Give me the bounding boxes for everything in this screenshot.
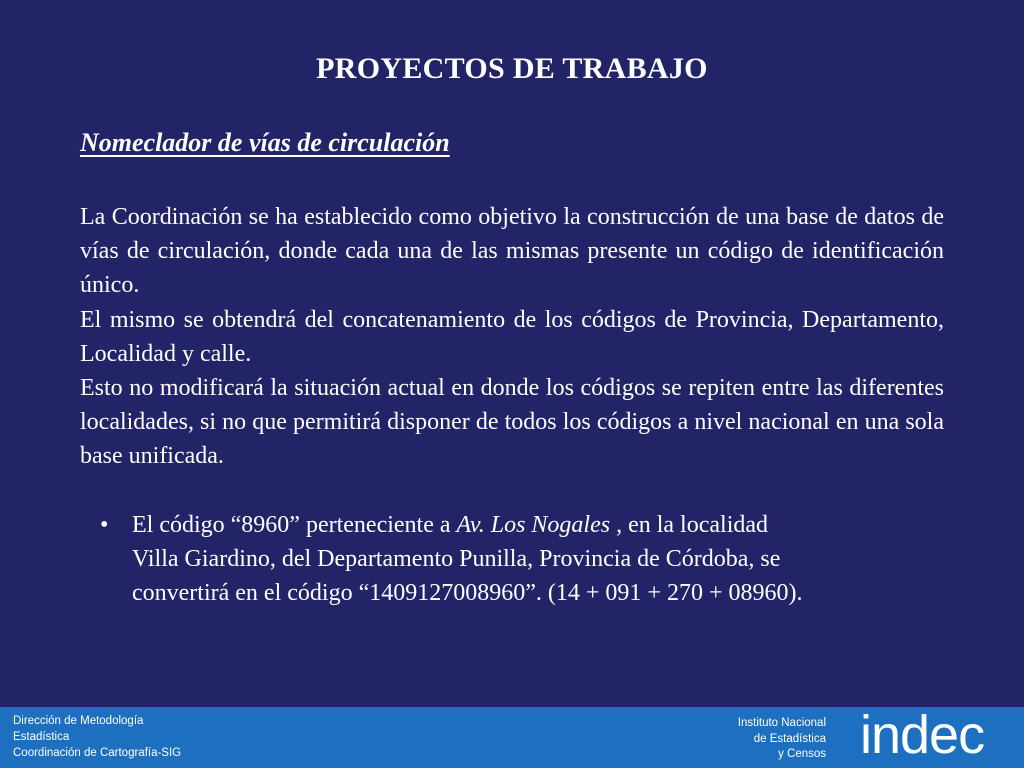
paragraph-1: La Coordinación se ha establecido como objetivo la construcción de una base de datos de vías de circulación, donde cada una de las mismas presente un código de identificación único. [80, 204, 944, 299]
bullet-marker: • [100, 512, 109, 538]
slide-title: PROYECTOS DE TRABAJO [316, 52, 708, 85]
paragraph-3: Esto no modificará la situación actual en donde los códigos se repiten entre las diferentes localidades, si no que permitirá disponer de todos los códigos a nivel nacional en una sola base unificada. [80, 375, 944, 470]
bullet-text [132, 508, 940, 611]
body-paragraphs [80, 200, 944, 474]
bullet-line-2: Villa Giardino, del Departamento Punilla, Provincia de Córdoba, se [132, 546, 781, 573]
bullet-line-3: convertirá en el código “1409127008960”. (14 + 091 + 270 + 08960). [132, 580, 803, 607]
footer-right-line-3: y Censos [778, 748, 826, 760]
example-bullet [100, 508, 940, 611]
bullet-line-1-start: El código “8960” perteneciente a [132, 512, 457, 538]
street-name: Av. Los Nogales [456, 512, 611, 538]
bullet-line-1-end: , en la localidad [610, 512, 769, 538]
footer-left-line-2: Estadística [13, 731, 70, 743]
footer-left-line-3: Coordinación de Cartografía-SIG [13, 747, 182, 759]
footer-bar [0, 707, 1024, 768]
footer-left-line-1: Dirección de Metodología [13, 715, 144, 727]
section-subtitle: Nomeclador de vías de circulación [80, 128, 450, 157]
footer-right-line-2: de Estadística [753, 732, 826, 745]
indec-logo: indec [860, 705, 985, 765]
footer-department [13, 713, 181, 761]
paragraph-2: El mismo se obtendrá del concatenamiento de los códigos de Provincia, Departamento, Localidad y calle. [80, 306, 944, 367]
bullet-line-1 [132, 508, 940, 542]
footer-right-line-1: Instituto Nacional [737, 717, 826, 729]
footer-institute [738, 716, 826, 763]
